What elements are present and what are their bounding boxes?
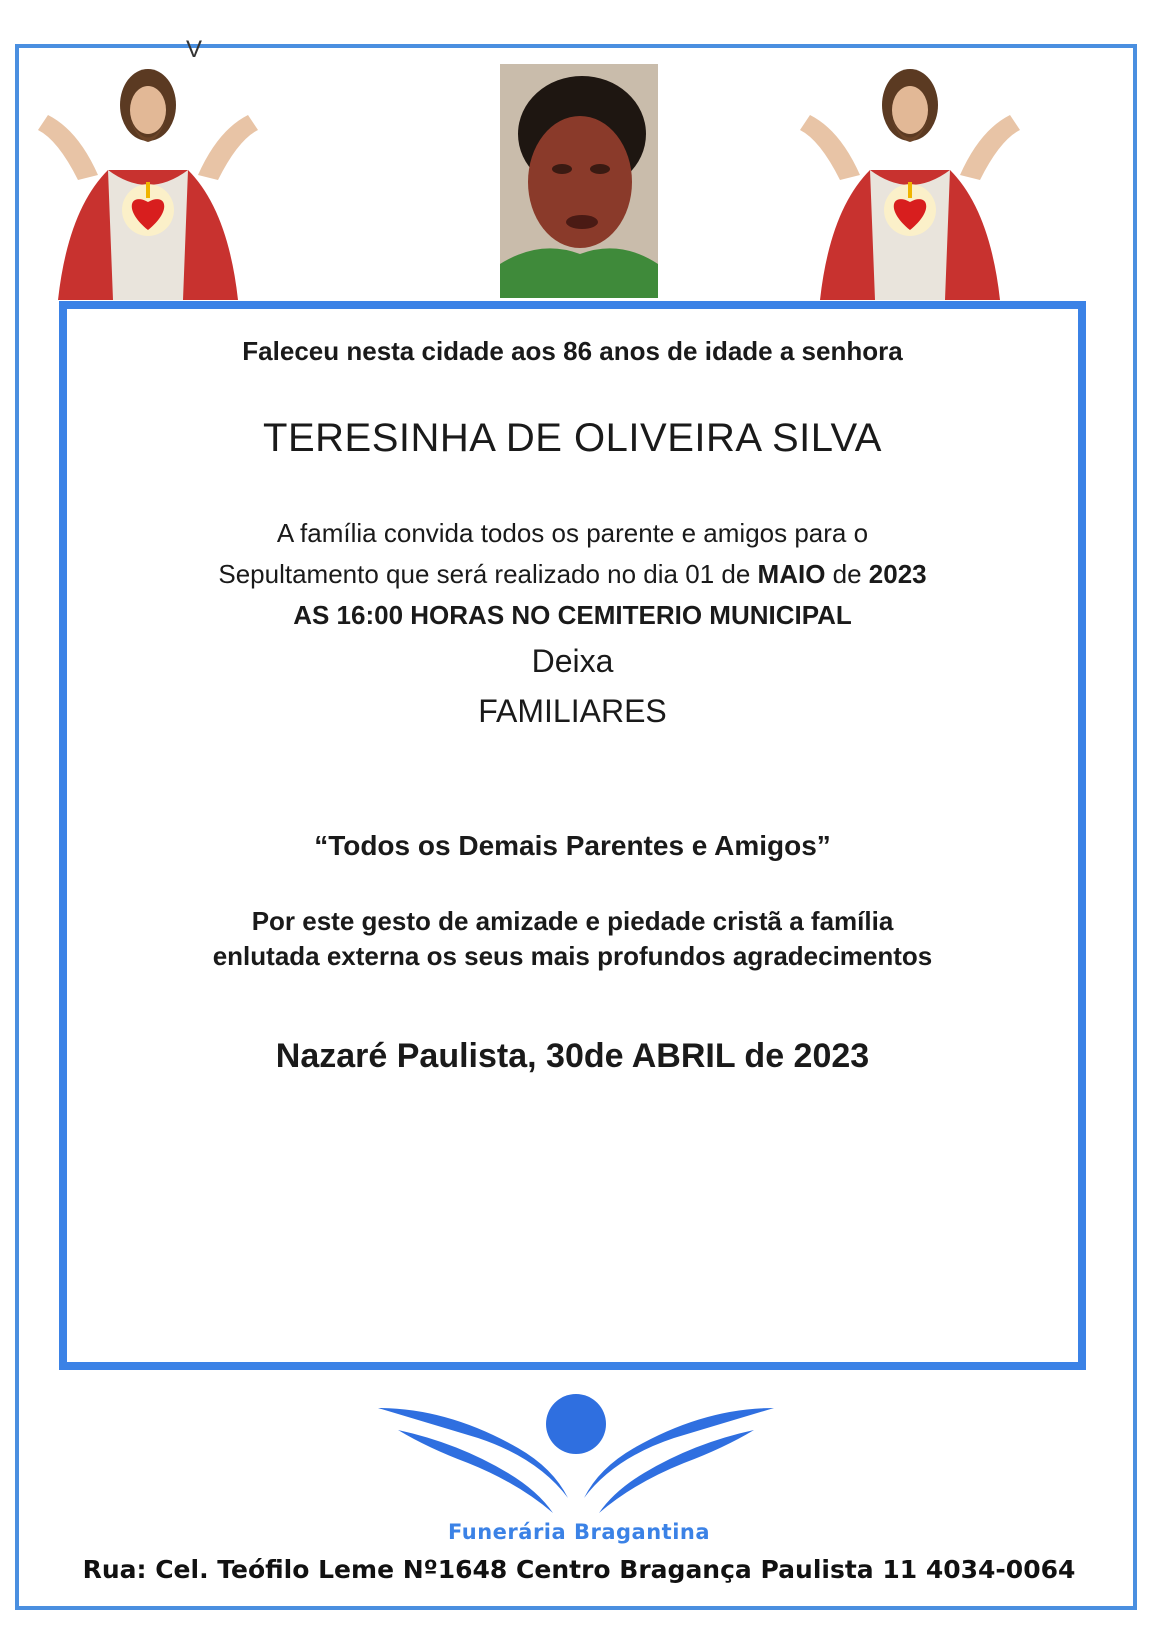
funeraria-logo-icon	[378, 1388, 774, 1518]
sacred-heart-image-left	[38, 60, 258, 300]
place-date: Nazaré Paulista, 30de ABRIL de 2023	[275, 1037, 870, 1075]
burial-time-line: AS 16:00 HORAS NO CEMITERIO MUNICIPAL	[293, 600, 852, 630]
deceased-portrait-photo	[500, 64, 658, 298]
handwritten-mark: V	[186, 36, 203, 63]
sacred-heart-image-right	[800, 60, 1020, 300]
deceased-name: TERESINHA DE OLIVEIRA SILVA	[263, 416, 882, 460]
invite-line-2	[59, 559, 1086, 590]
brand-name: Funerária Bragantina	[447, 1520, 711, 1544]
quote-text: “Todos os Demais Parentes e Amigos”	[314, 830, 831, 861]
familiares-label: FAMILIARES	[478, 693, 667, 729]
invite-line-1: A família convida todos os parente e amigos para o	[276, 518, 869, 548]
invite-line-2-mid: de	[825, 559, 869, 589]
invite-line-2-prefix: Sepultamento que será realizado no dia 01 de	[218, 559, 758, 589]
intro-text: Faleceu nesta cidade aos 86 anos de idade a senhora	[242, 336, 903, 366]
burial-month: MAIO	[757, 559, 826, 589]
deixa-label: Deixa	[531, 643, 614, 679]
thanks-line-2: enlutada externa os seus mais profundos agradecimentos	[212, 941, 933, 971]
thanks-line-1: Por este gesto de amizade e piedade cristã a família	[251, 906, 894, 936]
address-line: Rua: Cel. Teófilo Leme Nº1648 Centro Bragança Paulista 11 4034-0064	[82, 1555, 1076, 1584]
burial-year: 2023	[868, 559, 927, 589]
